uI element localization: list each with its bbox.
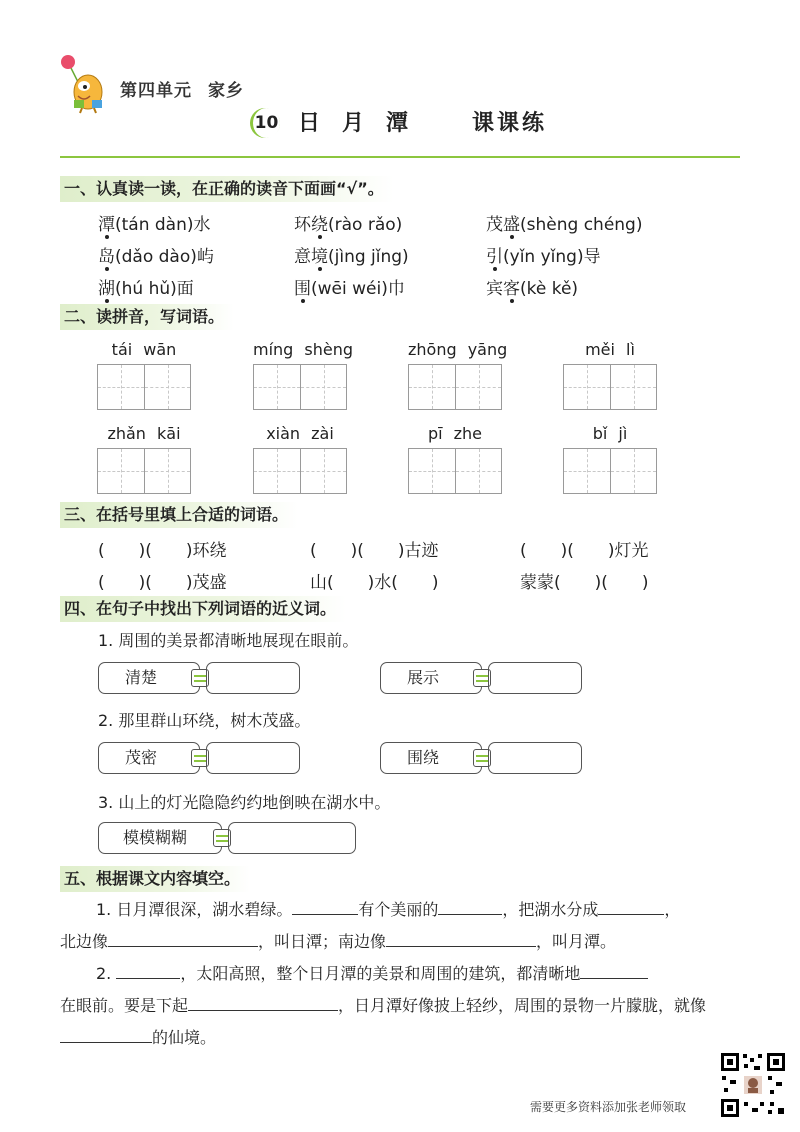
fill-blank-item[interactable]: ( )( )环绕 bbox=[98, 541, 227, 561]
writing-grid[interactable] bbox=[408, 364, 502, 410]
answer-blank[interactable] bbox=[60, 1025, 152, 1043]
fill-blank-item[interactable]: 山( )水( ) bbox=[310, 573, 439, 593]
unit-name: 家乡 bbox=[208, 81, 244, 101]
pinyin-word-cell bbox=[408, 340, 508, 410]
fill-blank-item[interactable]: ( )( )茂盛 bbox=[98, 573, 227, 593]
pinyin-item: 湖(hú hǔ)面 bbox=[98, 274, 194, 299]
section2-heading: 二、读拼音，写词语。 bbox=[60, 304, 234, 330]
title-divider bbox=[60, 156, 740, 158]
fill-paragraph-1: 1. 日月潭很深，湖水碧绿。 有个美丽的 ，把湖水分成 ， 北边像 ，叫日潭；南边像 ，叫月潭。 bbox=[60, 894, 750, 958]
pinyin-word-cell bbox=[563, 340, 657, 410]
pinyin-word-cell bbox=[97, 340, 191, 410]
writing-grid[interactable] bbox=[253, 364, 347, 410]
synonym-word-box: 茂密 bbox=[98, 742, 200, 774]
unit-number: 第四单元 bbox=[120, 81, 192, 101]
section1-heading: 一、认真读一读，在正确的读音下面画“√”。 bbox=[60, 176, 394, 202]
answer-blank[interactable] bbox=[116, 961, 180, 979]
pinyin-item: 宾客(kè kě) bbox=[486, 274, 578, 299]
pinyin-item: 引(yǐn yǐng)导 bbox=[486, 242, 601, 267]
pinyin-word-cell bbox=[408, 424, 502, 494]
footer-note: 需要更多资料添加张老师领取 bbox=[530, 1100, 687, 1114]
section5-heading: 五、根据课文内容填空。 bbox=[60, 866, 250, 892]
word-pinyin: zhōng yāng bbox=[408, 340, 508, 359]
lesson-number-badge bbox=[250, 108, 280, 138]
pinyin-item: 环绕(rào rǎo) bbox=[294, 210, 402, 235]
section4-heading: 四、在句子中找出下列词语的近义词。 bbox=[60, 596, 346, 622]
pinyin-item: 岛(dǎo dào)屿 bbox=[98, 242, 214, 267]
synonym-answer-box[interactable] bbox=[206, 662, 300, 694]
mascot-illustration bbox=[56, 52, 112, 114]
sentence-1: 1. 周围的美景都清晰地展现在眼前。 bbox=[98, 631, 359, 650]
synonym-answer-box[interactable] bbox=[206, 742, 300, 774]
writing-grid[interactable] bbox=[97, 448, 191, 494]
pinyin-word-cell bbox=[97, 424, 191, 494]
fill-blank-item[interactable]: 蒙蒙( )( ) bbox=[520, 573, 649, 593]
pinyin-item: 围(wēi wéi)巾 bbox=[294, 274, 405, 299]
writing-grid[interactable] bbox=[563, 364, 657, 410]
synonym-answer-box[interactable] bbox=[488, 742, 582, 774]
synonym-word-box: 展示 bbox=[380, 662, 482, 694]
answer-blank[interactable] bbox=[108, 929, 258, 947]
word-pinyin: zhǎn kāi bbox=[107, 424, 181, 443]
word-pinyin: xiàn zài bbox=[266, 424, 334, 443]
pinyin-item: 意境(jìng jǐng) bbox=[294, 242, 409, 267]
fill-blank-item[interactable]: ( )( )古迹 bbox=[310, 541, 439, 561]
word-pinyin: tái wān bbox=[111, 340, 177, 359]
section3-heading: 三、在括号里填上合适的词语。 bbox=[60, 502, 298, 528]
pinyin-word-cell bbox=[563, 424, 657, 494]
pinyin-item: 潭(tán dàn)水 bbox=[98, 210, 211, 235]
answer-blank[interactable] bbox=[598, 897, 664, 915]
fill-paragraph-2: 2. ，太阳高照，整个日月潭的美景和周围的建筑，都清晰地 在眼前。要是下起 ，日月潭好像披上轻纱，周围的景物一片朦胧，就像的仙境。 bbox=[60, 958, 750, 1054]
answer-blank[interactable] bbox=[580, 961, 648, 979]
synonym-word-box: 清楚 bbox=[98, 662, 200, 694]
pinyin-item: 茂盛(shèng chéng) bbox=[486, 210, 642, 235]
unit-label bbox=[120, 76, 244, 101]
writing-grid[interactable] bbox=[253, 448, 347, 494]
synonym-word-box: 模模糊糊 bbox=[98, 822, 222, 854]
sentence-3: 3. 山上的灯光隐隐约约地倒映在湖水中。 bbox=[98, 793, 391, 812]
pinyin-word-cell bbox=[253, 424, 347, 494]
answer-blank[interactable] bbox=[386, 929, 536, 947]
lesson-kind: 课课练 bbox=[472, 111, 548, 136]
word-pinyin: měi lì bbox=[585, 340, 635, 359]
qr-code bbox=[720, 1052, 786, 1118]
pinyin-word-cell bbox=[253, 340, 354, 410]
word-pinyin: pī zhe bbox=[427, 424, 483, 443]
sentence-2: 2. 那里群山环绕，树木茂盛。 bbox=[98, 711, 311, 730]
lesson-number: 10 bbox=[253, 108, 280, 138]
lesson-title: 日月潭 bbox=[298, 111, 431, 136]
word-pinyin: bǐ jì bbox=[592, 424, 628, 443]
synonym-answer-box[interactable] bbox=[228, 822, 356, 854]
synonym-answer-box[interactable] bbox=[488, 662, 582, 694]
writing-grid[interactable] bbox=[408, 448, 502, 494]
fill-blank-item[interactable]: ( )( )灯光 bbox=[520, 541, 649, 561]
answer-blank[interactable] bbox=[438, 897, 502, 915]
answer-blank[interactable] bbox=[292, 897, 358, 915]
synonym-word-box: 围绕 bbox=[380, 742, 482, 774]
writing-grid[interactable] bbox=[97, 364, 191, 410]
answer-blank[interactable] bbox=[188, 993, 338, 1011]
writing-grid[interactable] bbox=[563, 448, 657, 494]
word-pinyin: míng shèng bbox=[253, 340, 354, 359]
